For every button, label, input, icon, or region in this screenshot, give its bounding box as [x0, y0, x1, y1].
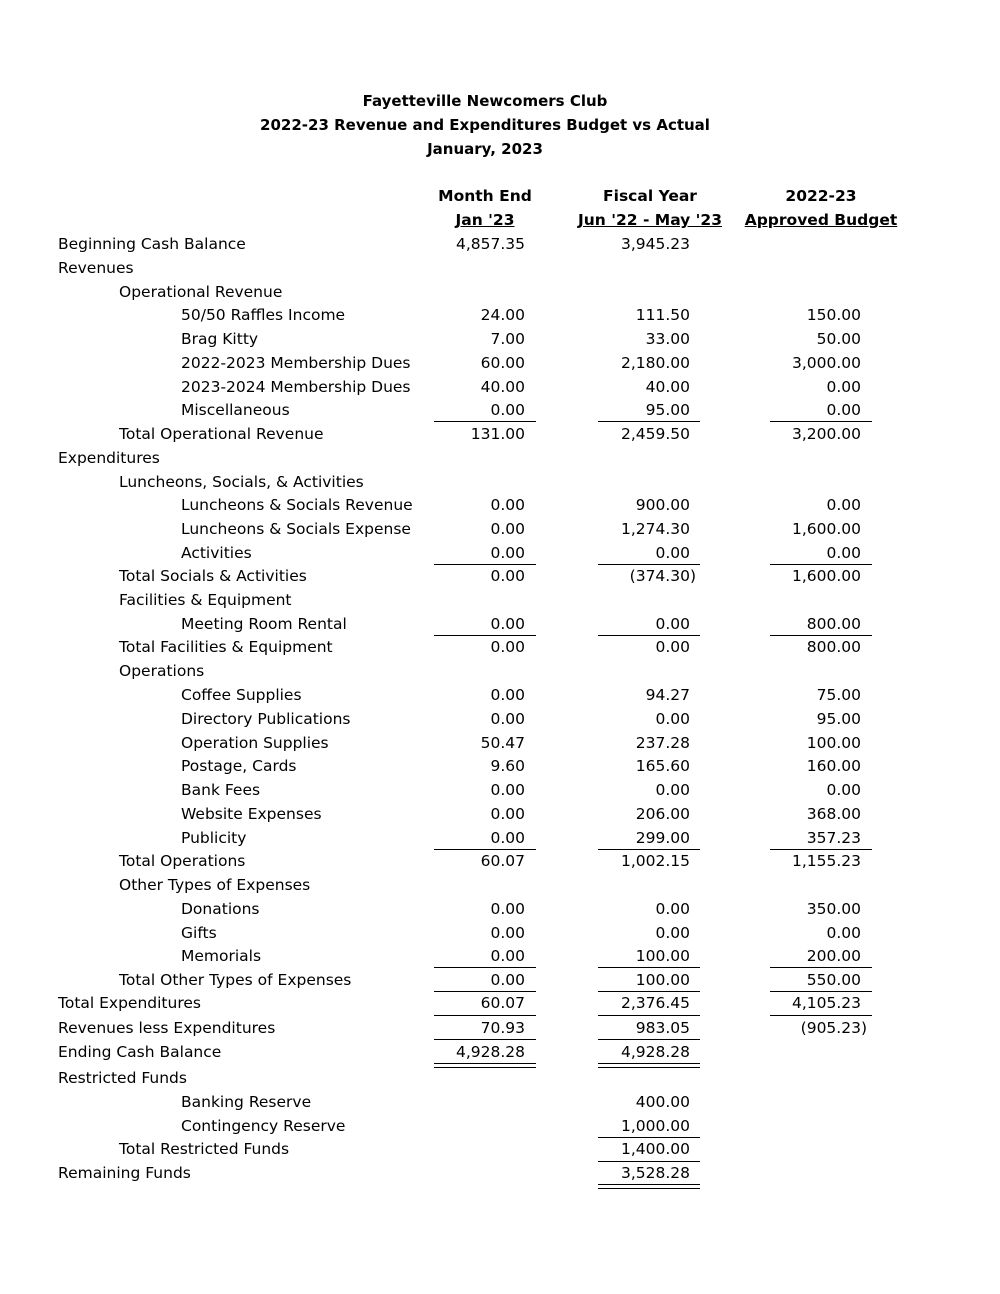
row-label: Brag Kitty: [181, 330, 259, 348]
row-membership-dues-2023: [0, 378, 1000, 402]
fiscal-year-value: 2,376.45: [620, 994, 690, 1012]
subtotal-rule: [598, 849, 700, 850]
row-coffee-supplies: [0, 686, 1000, 710]
budget-value: (905.23): [800, 1019, 867, 1037]
month-end-value: 9.60: [490, 757, 525, 775]
fiscal-year-value: 299.00: [635, 829, 690, 847]
budget-value: 368.00: [806, 805, 861, 823]
subtotal-rule: [598, 564, 700, 565]
budget-value: 357.23: [806, 829, 861, 847]
fiscal-year-value: 95.00: [645, 401, 690, 419]
fiscal-year-value: 1,000.00: [620, 1117, 690, 1135]
row-remaining-funds: [0, 1164, 1000, 1188]
report-period: January, 2023: [427, 140, 543, 158]
fiscal-year-value: 3,528.28: [620, 1164, 690, 1182]
row-label: Total Expenditures: [58, 994, 201, 1012]
budget-value: 0.00: [826, 378, 861, 396]
subtotal-rule: [434, 564, 536, 565]
row-beginning-cash-balance: [0, 235, 1000, 259]
month-end-value: 0.00: [490, 496, 525, 514]
budget-value: 0.00: [826, 924, 861, 942]
budget-value: 1,600.00: [791, 567, 861, 585]
month-end-value: 0.00: [490, 401, 525, 419]
row-label: Total Operational Revenue: [119, 425, 324, 443]
subtotal-rule: [598, 1137, 700, 1138]
budget-value: 0.00: [826, 496, 861, 514]
row-raffles-income: [0, 306, 1000, 330]
row-website-expenses: [0, 805, 1000, 829]
budget-value: 100.00: [806, 734, 861, 752]
double-rule: [598, 1184, 700, 1189]
budget-value: 95.00: [816, 710, 861, 728]
row-total-restricted-funds: [0, 1140, 1000, 1164]
col1-header-line1: Month End: [438, 187, 532, 205]
fiscal-year-value: 0.00: [655, 615, 690, 633]
row-operations: [0, 662, 1000, 686]
fiscal-year-value: 0.00: [655, 900, 690, 918]
month-end-value: 0.00: [490, 544, 525, 562]
budget-value: 75.00: [816, 686, 861, 704]
budget-value: 4,105.23: [791, 994, 861, 1012]
budget-value: 0.00: [826, 781, 861, 799]
month-end-value: 0.00: [490, 971, 525, 989]
fiscal-year-value: 1,002.15: [620, 852, 690, 870]
col3-header-line2: Approved Budget: [744, 211, 898, 229]
budget-value: 3,000.00: [791, 354, 861, 372]
row-luncheons-revenue: [0, 496, 1000, 520]
budget-value: 350.00: [806, 900, 861, 918]
row-other-types-of-expenses: [0, 876, 1000, 900]
row-label: Luncheons & Socials Revenue: [181, 496, 413, 514]
month-end-value: 0.00: [490, 805, 525, 823]
month-end-value: 60.07: [480, 994, 525, 1012]
fiscal-year-value: 4,928.28: [620, 1043, 690, 1061]
row-total-facilities-equipment: [0, 638, 1000, 662]
subtotal-rule: [770, 421, 872, 422]
subtotal-rule: [598, 967, 700, 968]
month-end-value: 0.00: [490, 947, 525, 965]
row-expenditures: [0, 449, 1000, 473]
month-end-value: 0.00: [490, 710, 525, 728]
month-end-value: 50.47: [480, 734, 525, 752]
month-end-value: 40.00: [480, 378, 525, 396]
budget-value: 1,600.00: [791, 520, 861, 538]
col3-header-line1: 2022-23: [785, 187, 857, 205]
row-label: Donations: [181, 900, 260, 918]
row-label: Website Expenses: [181, 805, 322, 823]
row-brag-kitty: [0, 330, 1000, 354]
row-postage-cards: [0, 757, 1000, 781]
month-end-value: 60.00: [480, 354, 525, 372]
row-donations: [0, 900, 1000, 924]
month-end-value: 0.00: [490, 615, 525, 633]
budget-value: 0.00: [826, 544, 861, 562]
budget-value: 0.00: [826, 401, 861, 419]
row-label: Facilities & Equipment: [119, 591, 292, 609]
subtotal-rule: [598, 1039, 700, 1040]
subtotal-rule: [434, 967, 536, 968]
subtotal-rule: [434, 1039, 536, 1040]
fiscal-year-value: 0.00: [655, 710, 690, 728]
month-end-value: 0.00: [490, 900, 525, 918]
row-label: 50/50 Raffles Income: [181, 306, 346, 324]
fiscal-year-value: 400.00: [635, 1093, 690, 1111]
row-bank-fees: [0, 781, 1000, 805]
row-label: Remaining Funds: [58, 1164, 191, 1182]
row-label: Operational Revenue: [119, 283, 283, 301]
fiscal-year-value: 2,180.00: [620, 354, 690, 372]
row-contingency-reserve: [0, 1117, 1000, 1141]
month-end-value: 0.00: [490, 520, 525, 538]
row-total-operational-revenue: [0, 425, 1000, 449]
row-membership-dues-2022: [0, 354, 1000, 378]
row-total-socials-activities: [0, 567, 1000, 591]
subtotal-rule: [770, 635, 872, 636]
subtotal-rule: [434, 635, 536, 636]
month-end-value: 4,928.28: [455, 1043, 525, 1061]
col2-header-line1: Fiscal Year: [603, 187, 697, 205]
report-title: 2022-23 Revenue and Expenditures Budget vs Actual: [260, 116, 710, 134]
row-label: Luncheons, Socials, & Activities: [119, 473, 364, 491]
row-label: Total Facilities & Equipment: [119, 638, 333, 656]
fiscal-year-value: 3,945.23: [620, 235, 690, 253]
total-rule: [598, 1015, 700, 1016]
row-gifts: [0, 924, 1000, 948]
fiscal-year-value: 1,400.00: [620, 1140, 690, 1158]
row-label: Memorials: [181, 947, 262, 965]
fiscal-year-value: 237.28: [635, 734, 690, 752]
subtotal-rule: [598, 635, 700, 636]
row-label: Meeting Room Rental: [181, 615, 347, 633]
row-directory-publications: [0, 710, 1000, 734]
row-label: Operation Supplies: [181, 734, 329, 752]
row-label: Directory Publications: [181, 710, 351, 728]
fiscal-year-value: 0.00: [655, 924, 690, 942]
month-end-value: 4,857.35: [455, 235, 525, 253]
month-end-value: 0.00: [490, 686, 525, 704]
row-label: Gifts: [181, 924, 217, 942]
row-label: Postage, Cards: [181, 757, 297, 775]
budget-value: 3,200.00: [791, 425, 861, 443]
row-label: Ending Cash Balance: [58, 1043, 222, 1061]
row-label: Expenditures: [58, 449, 160, 467]
row-label: 2022-2023 Membership Dues: [181, 354, 411, 372]
month-end-value: 24.00: [480, 306, 525, 324]
fiscal-year-value: 94.27: [645, 686, 690, 704]
month-end-value: 7.00: [490, 330, 525, 348]
double-rule: [598, 1063, 700, 1068]
org-name: Fayetteville Newcomers Club: [362, 92, 608, 110]
row-operation-supplies: [0, 734, 1000, 758]
month-end-value: 0.00: [490, 781, 525, 799]
row-label: Coffee Supplies: [181, 686, 302, 704]
subtotal-rule: [598, 421, 700, 422]
budget-value: 50.00: [816, 330, 861, 348]
row-label: Activities: [181, 544, 252, 562]
row-label: Miscellaneous: [181, 401, 290, 419]
row-label: Beginning Cash Balance: [58, 235, 246, 253]
budget-value: 800.00: [806, 615, 861, 633]
col2-header-line2: Jun '22 - May '23: [578, 211, 722, 229]
month-end-value: 0.00: [490, 567, 525, 585]
col1-header-line2: Jan '23: [455, 211, 515, 229]
subtotal-rule: [598, 1161, 700, 1162]
row-label: Operations: [119, 662, 205, 680]
month-end-value: 60.07: [480, 852, 525, 870]
row-label: Banking Reserve: [181, 1093, 312, 1111]
row-label: Contingency Reserve: [181, 1117, 346, 1135]
subtotal-rule: [434, 421, 536, 422]
fiscal-year-value: 983.05: [635, 1019, 690, 1037]
month-end-value: 0.00: [490, 924, 525, 942]
fiscal-year-value: (374.30): [629, 567, 696, 585]
row-banking-reserve: [0, 1093, 1000, 1117]
month-end-value: 131.00: [470, 425, 525, 443]
subtotal-rule: [598, 991, 700, 992]
fiscal-year-value: 0.00: [655, 638, 690, 656]
row-operational-revenue: [0, 283, 1000, 307]
fiscal-year-value: 2,459.50: [620, 425, 690, 443]
row-label: Other Types of Expenses: [119, 876, 311, 894]
subtotal-rule: [434, 849, 536, 850]
fiscal-year-value: 40.00: [645, 378, 690, 396]
fiscal-year-value: 111.50: [635, 306, 690, 324]
row-label: Total Socials & Activities: [119, 567, 307, 585]
row-restricted-funds: [0, 1069, 1000, 1093]
budget-value: 200.00: [806, 947, 861, 965]
row-label: Total Operations: [119, 852, 246, 870]
budget-value: 1,155.23: [791, 852, 861, 870]
fiscal-year-value: 0.00: [655, 781, 690, 799]
total-rule: [434, 1015, 536, 1016]
row-revenues: [0, 259, 1000, 283]
month-end-value: 70.93: [480, 1019, 525, 1037]
budget-value: 550.00: [806, 971, 861, 989]
row-label: 2023-2024 Membership Dues: [181, 378, 411, 396]
budget-value: 150.00: [806, 306, 861, 324]
double-rule: [434, 1063, 536, 1068]
subtotal-rule: [770, 967, 872, 968]
row-label: Revenues less Expenditures: [58, 1019, 276, 1037]
budget-value: 160.00: [806, 757, 861, 775]
month-end-value: 0.00: [490, 829, 525, 847]
fiscal-year-value: 1,274.30: [620, 520, 690, 538]
row-label: Publicity: [181, 829, 247, 847]
fiscal-year-value: 33.00: [645, 330, 690, 348]
subtotal-rule: [770, 849, 872, 850]
row-luncheons-expense: [0, 520, 1000, 544]
row-label: Total Restricted Funds: [119, 1140, 290, 1158]
month-end-value: 0.00: [490, 638, 525, 656]
subtotal-rule: [770, 991, 872, 992]
subtotal-rule: [434, 991, 536, 992]
row-label: Total Other Types of Expenses: [119, 971, 352, 989]
total-rule: [770, 1015, 872, 1016]
row-label: Bank Fees: [181, 781, 261, 799]
row-facilities-equipment: [0, 591, 1000, 615]
fiscal-year-value: 165.60: [635, 757, 690, 775]
budget-value: 800.00: [806, 638, 861, 656]
subtotal-rule: [770, 564, 872, 565]
fiscal-year-value: 900.00: [635, 496, 690, 514]
row-luncheons-socials-activities: [0, 473, 1000, 497]
row-label: Revenues: [58, 259, 134, 277]
fiscal-year-value: 100.00: [635, 971, 690, 989]
fiscal-year-value: 100.00: [635, 947, 690, 965]
row-label: Restricted Funds: [58, 1069, 187, 1087]
row-label: Luncheons & Socials Expense: [181, 520, 411, 538]
fiscal-year-value: 0.00: [655, 544, 690, 562]
row-total-operations: [0, 852, 1000, 876]
fiscal-year-value: 206.00: [635, 805, 690, 823]
